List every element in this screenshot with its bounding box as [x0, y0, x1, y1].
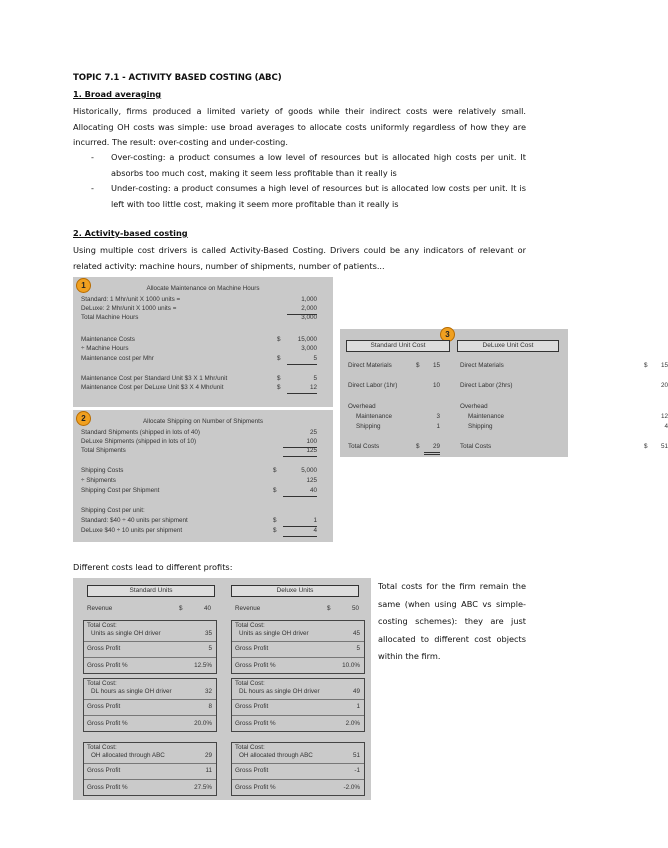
cost-scenario-group [231, 678, 365, 732]
figure-shipping-allocation [73, 410, 333, 542]
data-row [73, 344, 333, 354]
gross-profit-pct-label: Gross Profit % [235, 662, 276, 669]
row-value: 1,000 [301, 296, 317, 303]
row-label: DeLuxe Shipments (shipped in lots of 10) [81, 438, 197, 445]
divider [84, 779, 216, 780]
row-currency: $ [416, 362, 420, 369]
gross-profit-label: Gross Profit [235, 645, 269, 652]
row-value: 5,000 [301, 467, 317, 474]
row-value: 12 [287, 383, 317, 394]
gross-profit-value: 8 [208, 703, 212, 710]
data-row [452, 361, 668, 371]
divider [232, 657, 364, 658]
revenue-label: Revenue [87, 605, 113, 612]
gross-profit-pct-value: 10.0% [342, 662, 360, 669]
row-value: 100 [283, 437, 317, 448]
gross-profit-pct-value: 27.5% [194, 784, 212, 791]
costing-bullets [73, 150, 526, 212]
revenue-currency: $ [179, 605, 183, 612]
driver-row [84, 687, 216, 696]
row-label: Standard Shipments (shipped in lots of 40) [81, 429, 201, 436]
profits-intro: Different costs lead to different profits: [73, 562, 233, 572]
data-row [73, 486, 333, 496]
row-label: Standard: 1 Mhr/unit X 1000 units = [81, 296, 181, 303]
driver-label: Units as single OH driver [91, 630, 161, 637]
row-label: Total Costs [460, 443, 492, 450]
driver-row [84, 751, 216, 760]
row-value: 5 [287, 354, 317, 365]
data-row [452, 422, 668, 432]
gross-profit-pct-label: Gross Profit % [87, 662, 128, 669]
gross-profit-pct-row [84, 719, 216, 728]
figure-badge: 2 [76, 411, 91, 426]
data-row [452, 412, 668, 422]
gross-profit-pct-label: Gross Profit % [87, 720, 128, 727]
cost-scenario-group [231, 620, 365, 674]
deluxe-units-header: Deluxe Units [231, 585, 359, 597]
row-label: Total Machine Hours [81, 314, 139, 321]
cost-scenario-group [83, 742, 217, 796]
gross-profit-pct-value: 12.5% [194, 662, 212, 669]
row-value: 4 [664, 423, 668, 430]
divider [84, 699, 216, 700]
row-label: Maintenance Cost per Standard Unit $3 X 1 Mhr/unit [81, 375, 228, 382]
gross-profit-label: Gross Profit [87, 703, 121, 710]
figure-maintenance-allocation [73, 277, 333, 407]
row-label: Standard: $40 ÷ 40 units per shipment [81, 517, 188, 524]
revenue-row [231, 604, 363, 614]
gross-profit-row [232, 644, 364, 653]
row-currency: $ [644, 443, 648, 450]
total-cost-label: Total Cost: [235, 622, 265, 629]
gross-profit-row [232, 766, 364, 775]
deluxe-unit-cost-header: DeLuxe Unit Cost [457, 340, 559, 352]
row-currency: $ [277, 336, 281, 343]
row-currency: $ [273, 517, 277, 524]
driver-label: DL hours as single OH driver [91, 688, 172, 695]
total-cost-value: 51 [352, 752, 360, 759]
standard-units-header: Standard Units [87, 585, 215, 597]
row-label: Maintenance [468, 413, 505, 420]
divider [84, 763, 216, 764]
gross-profit-value: 5 [356, 645, 360, 652]
row-value: 3,000 [301, 345, 317, 352]
row-currency: $ [644, 362, 648, 369]
row-value: 4 [283, 526, 317, 537]
total-cost-label: Total Cost: [87, 680, 117, 687]
row-currency: $ [277, 384, 281, 391]
data-row [452, 381, 668, 391]
row-label: Maintenance [356, 413, 393, 420]
gross-profit-label: Gross Profit [235, 703, 269, 710]
standard-unit-cost-header: Standard Unit Cost [346, 340, 450, 352]
row-label: ÷ Machine Hours [81, 345, 129, 352]
gross-profit-pct-label: Gross Profit % [235, 784, 276, 791]
divider [84, 641, 216, 642]
data-row [340, 412, 452, 422]
row-value: 3,000 [301, 314, 317, 321]
data-row [73, 446, 333, 456]
driver-row [232, 629, 364, 638]
row-label: Shipping [356, 423, 381, 430]
row-currency: $ [416, 443, 420, 450]
data-row [340, 402, 452, 412]
figure-title: Allocate Maintenance on Machine Hours [146, 285, 260, 292]
revenue-currency: $ [327, 605, 331, 612]
row-value: 15 [660, 362, 668, 369]
row-value: 51 [660, 443, 668, 450]
data-row [452, 402, 568, 412]
side-note: Total costs for the firm remain the same (when using ABC vs simple-costing schemes): they are just allocated to different cost objects within the firm. [378, 581, 526, 661]
row-value: 15 [432, 362, 440, 369]
row-value: 12 [660, 413, 668, 420]
total-cost-label: Total Cost: [87, 622, 117, 629]
data-row [73, 383, 333, 393]
section-2-paragraph: Using multiple cost drivers is called Activity-Based Costing. Drivers could be any indicators of relevant or related activity: machine hours, number of shipments, number of patients... [73, 245, 526, 271]
revenue-value: 50 [351, 605, 359, 612]
gross-profit-pct-value: 20.0% [194, 720, 212, 727]
data-row [73, 526, 333, 536]
gross-profit-pct-value: 2.0% [345, 720, 360, 727]
row-value: 5 [313, 375, 317, 382]
gross-profit-value: 1 [356, 703, 360, 710]
row-value: 2,000 [287, 304, 317, 315]
gross-profit-pct-row [232, 783, 364, 792]
section-1-paragraph: Historically, firms produced a limited variety of goods while their indirect costs were relatively small. Allocating OH costs was simple: use broad averages to allocate costs uniformly regardless of how they are incurred. The result: over-costing and under-costing. [73, 106, 526, 147]
gross-profit-row [84, 702, 216, 711]
row-label: Direct Labor (1hr) [348, 382, 398, 389]
total-cost-label: Total Cost: [87, 744, 117, 751]
figure-badge: 3 [440, 327, 455, 342]
gross-profit-pct-row [232, 661, 364, 670]
row-value: 1 [436, 423, 440, 430]
driver-row [232, 751, 364, 760]
row-label: Maintenance Cost per DeLuxe Unit $3 X 4 Mhr/unit [81, 384, 224, 391]
figure-badge: 1 [76, 278, 91, 293]
cost-scenario-group [83, 620, 217, 674]
row-value: 40 [283, 486, 317, 497]
data-row [340, 442, 452, 452]
row-label: Maintenance Costs [81, 336, 135, 343]
row-label: Direct Materials [348, 362, 392, 369]
driver-row [232, 687, 364, 696]
revenue-label: Revenue [235, 605, 261, 612]
total-cost-value: 29 [204, 752, 212, 759]
row-value: 10 [432, 382, 440, 389]
gross-profit-value: 5 [208, 645, 212, 652]
row-value: 25 [309, 429, 317, 436]
gross-profit-label: Gross Profit [235, 767, 269, 774]
divider [84, 715, 216, 716]
total-cost-label: Total Cost: [235, 680, 265, 687]
data-row [73, 354, 333, 364]
row-label: Maintenance cost per Mhr [81, 355, 154, 362]
row-currency: $ [273, 527, 277, 534]
total-cost-value: 49 [352, 688, 360, 695]
data-row [73, 466, 333, 476]
row-label: Shipping Cost per Shipment [81, 487, 160, 494]
data-row [73, 313, 333, 323]
total-cost-label: Total Cost: [235, 744, 265, 751]
data-row [452, 442, 668, 452]
gross-profit-label: Gross Profit [87, 645, 121, 652]
row-label: Total Costs [348, 443, 380, 450]
cost-scenario-group [83, 678, 217, 732]
divider [84, 657, 216, 658]
data-row [340, 381, 452, 391]
divider [232, 763, 364, 764]
gross-profit-row [84, 766, 216, 775]
total-cost-value: 35 [204, 630, 212, 637]
row-label: ÷ Shipments [81, 477, 116, 484]
gross-profit-pct-row [84, 783, 216, 792]
row-label: Overhead [348, 403, 376, 410]
data-row [73, 516, 333, 526]
driver-row [84, 629, 216, 638]
gross-profit-pct-row [232, 719, 364, 728]
data-row [340, 422, 452, 432]
driver-label: DL hours as single OH driver [239, 688, 320, 695]
row-label: Direct Materials [460, 362, 504, 369]
row-label: Shipping Costs [81, 467, 124, 474]
row-value: 15,000 [297, 336, 317, 343]
section-1-heading: 1. Broad averaging [73, 89, 162, 99]
data-row [73, 506, 333, 516]
row-currency: $ [273, 467, 277, 474]
row-currency: $ [277, 375, 281, 382]
row-label: Total Shipments [81, 447, 126, 454]
gross-profit-label: Gross Profit [87, 767, 121, 774]
gross-profit-row [84, 644, 216, 653]
cost-scenario-group [231, 742, 365, 796]
driver-label: OH allocated through ABC [239, 752, 313, 759]
gross-profit-pct-value: -2.0% [343, 784, 360, 791]
gross-profit-value: -1 [354, 767, 360, 774]
row-label: Shipping [468, 423, 493, 430]
section-2-heading: 2. Activity-based costing [73, 228, 188, 238]
row-value: 125 [283, 446, 317, 457]
data-row [340, 361, 452, 371]
row-label: Shipping Cost per unit: [81, 507, 145, 514]
total-cost-value: 32 [204, 688, 212, 695]
driver-label: OH allocated through ABC [91, 752, 165, 759]
row-value: 29 [424, 442, 440, 455]
row-label: Overhead [460, 403, 488, 410]
row-value: 1 [283, 516, 317, 527]
figure-title: Allocate Shipping on Number of Shipments [142, 418, 264, 425]
figure-gross-profit-comparison [73, 578, 371, 800]
row-value: 20 [660, 382, 668, 389]
divider [232, 715, 364, 716]
driver-label: Units as single OH driver [239, 630, 309, 637]
gross-profit-value: 11 [205, 767, 212, 774]
page-title: TOPIC 7.1 - ACTIVITY BASED COSTING (ABC) [73, 73, 282, 83]
gross-profit-pct-label: Gross Profit % [235, 720, 276, 727]
row-currency: $ [273, 487, 277, 494]
revenue-row [83, 604, 215, 614]
row-currency: $ [277, 355, 281, 362]
row-label: Direct Labor (2hrs) [460, 382, 513, 389]
row-label: DeLuxe: 2 Mhr/unit X 1000 units = [81, 305, 177, 312]
data-row [73, 476, 333, 486]
divider [232, 699, 364, 700]
revenue-value: 40 [203, 605, 211, 612]
gross-profit-pct-label: Gross Profit % [87, 784, 128, 791]
gross-profit-pct-row [84, 661, 216, 670]
gross-profit-row [232, 702, 364, 711]
bullet-over-costing: - Over-costing: a product consumes a low level of resources but is allocated high costs per unit. It absorbs too much cost, making it seem less profitable than it really is [73, 150, 526, 181]
bullet-under-costing: - Under-costing: a product consumes a high level of resources but is allocated low costs per unit. It is left with too little cost, making it seem more profitable than it really is [73, 181, 526, 212]
divider [232, 779, 364, 780]
divider [232, 641, 364, 642]
figure-unit-cost [340, 329, 668, 457]
row-label: DeLuxe $40 ÷ 10 units per shipment [81, 527, 183, 534]
row-value: 3 [436, 413, 440, 420]
total-cost-value: 45 [352, 630, 360, 637]
row-value: 125 [306, 477, 317, 484]
